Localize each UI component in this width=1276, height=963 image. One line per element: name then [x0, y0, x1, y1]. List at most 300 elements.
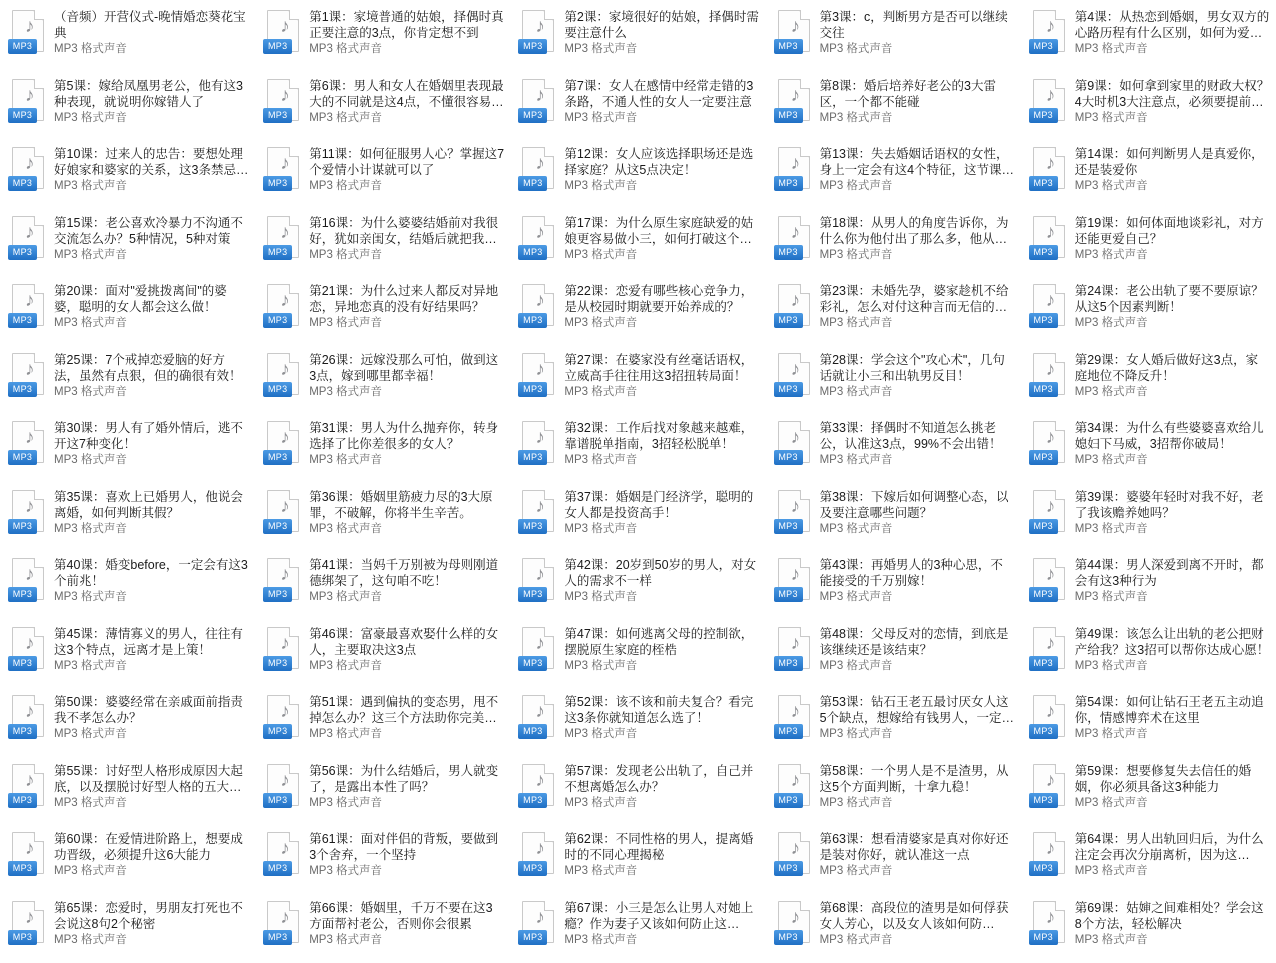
mp3-audio-file-icon	[1029, 353, 1069, 401]
mp3-format-badge: MP3	[774, 587, 803, 602]
page-fold-corner	[543, 217, 553, 227]
file-item[interactable]	[255, 347, 510, 416]
file-item[interactable]	[510, 415, 765, 484]
file-item[interactable]	[1021, 758, 1276, 827]
mp3-audio-file-icon	[263, 695, 303, 743]
file-type-label: MP3 格式声音	[54, 453, 249, 468]
mp3-audio-file-icon	[263, 79, 303, 127]
file-item[interactable]	[1021, 415, 1276, 484]
file-text-block	[309, 282, 504, 331]
file-type-label: MP3 格式声音	[1075, 659, 1270, 674]
mp3-format-badge: MP3	[8, 176, 37, 191]
music-note-icon: ♪	[791, 428, 801, 447]
file-item[interactable]	[0, 73, 255, 142]
page-fold-corner	[288, 422, 298, 432]
file-item[interactable]	[766, 826, 1021, 895]
file-text-block	[309, 145, 504, 194]
music-note-icon: ♪	[280, 223, 290, 242]
file-item[interactable]	[1021, 4, 1276, 73]
music-note-icon: ♪	[1046, 497, 1056, 516]
mp3-audio-file-icon	[518, 79, 558, 127]
file-name: 第51课：遇到偏执的变态男，甩不掉怎么办？这三个方法助你完美…	[309, 694, 504, 726]
file-type-label: MP3 格式声音	[820, 248, 1015, 263]
page-fold-corner	[288, 217, 298, 227]
file-item[interactable]	[255, 895, 510, 963]
file-name: 第48课：父母反对的恋情，到底是该继续还是该结束？	[820, 626, 1015, 658]
mp3-audio-file-icon	[263, 10, 303, 58]
page-fold-corner	[799, 696, 809, 706]
page-fold-corner	[288, 765, 298, 775]
mp3-audio-file-icon	[518, 216, 558, 264]
file-name: 第25课：7个戒掉恋爱脑的好方法，虽然有点狠，但的确很有效！	[54, 352, 249, 384]
mp3-format-badge: MP3	[8, 724, 37, 739]
file-text-block	[1075, 830, 1270, 879]
file-name: 第11课：如何征服男人心？掌握这7个爱情小计谋就可以了	[309, 146, 504, 178]
page-fold-corner	[288, 696, 298, 706]
mp3-format-badge: MP3	[774, 108, 803, 123]
file-item[interactable]	[510, 621, 765, 690]
file-type-label: MP3 格式声音	[820, 590, 1015, 605]
file-item[interactable]	[1021, 895, 1276, 963]
file-name: 第18课：从男人的角度告诉你，为什么你为他付出了那么多，他从…	[820, 215, 1015, 247]
page-fold-corner	[1054, 285, 1064, 295]
music-note-icon: ♪	[280, 17, 290, 36]
file-item[interactable]	[766, 621, 1021, 690]
page-fold-corner	[543, 902, 553, 912]
mp3-audio-file-icon	[518, 558, 558, 606]
mp3-format-badge: MP3	[263, 313, 292, 328]
file-item[interactable]	[0, 826, 255, 895]
music-note-icon: ♪	[25, 497, 35, 516]
mp3-format-badge: MP3	[518, 587, 547, 602]
file-type-label: MP3 格式声音	[54, 933, 249, 948]
file-name: 第64课：男人出轨回归后，为什么注定会再次分崩离析，因为这…	[1075, 831, 1270, 863]
mp3-format-badge: MP3	[263, 39, 292, 54]
file-type-label: MP3 格式声音	[1075, 316, 1270, 331]
mp3-audio-file-icon	[263, 764, 303, 812]
page-fold-corner	[288, 354, 298, 364]
page-fold-corner	[288, 902, 298, 912]
file-text-block	[820, 77, 1015, 126]
mp3-format-badge: MP3	[1029, 108, 1058, 123]
music-note-icon: ♪	[280, 771, 290, 790]
music-note-icon: ♪	[1046, 908, 1056, 927]
file-type-label: MP3 格式声音	[1075, 453, 1270, 468]
mp3-audio-file-icon	[1029, 558, 1069, 606]
file-type-label: MP3 格式声音	[564, 179, 759, 194]
file-type-label: MP3 格式声音	[309, 522, 504, 537]
file-text-block	[54, 419, 249, 468]
music-note-icon: ♪	[25, 291, 35, 310]
mp3-format-badge: MP3	[263, 245, 292, 260]
file-item[interactable]	[766, 347, 1021, 416]
page-fold-corner	[799, 422, 809, 432]
music-note-icon: ♪	[535, 291, 545, 310]
file-item[interactable]	[255, 141, 510, 210]
page-fold-corner	[33, 217, 43, 227]
file-name: 第43课：再婚男人的3种心思，不能接受的千万别嫁！	[820, 557, 1015, 589]
file-type-label: MP3 格式声音	[1075, 179, 1270, 194]
page-fold-corner	[33, 422, 43, 432]
mp3-audio-file-icon	[518, 764, 558, 812]
mp3-format-badge: MP3	[774, 519, 803, 534]
file-item[interactable]	[0, 895, 255, 963]
file-text-block	[1075, 762, 1270, 811]
file-type-label: MP3 格式声音	[54, 179, 249, 194]
file-item[interactable]	[1021, 689, 1276, 758]
mp3-audio-file-icon	[1029, 421, 1069, 469]
file-name: 第13课：失去婚姻话语权的女性，身上一定会有这4个特征，这节课…	[820, 146, 1015, 178]
file-item[interactable]	[0, 210, 255, 279]
music-note-icon: ♪	[1046, 839, 1056, 858]
file-type-label: MP3 格式声音	[1075, 248, 1270, 263]
file-item[interactable]	[255, 552, 510, 621]
mp3-format-badge: MP3	[263, 587, 292, 602]
file-item[interactable]	[0, 4, 255, 73]
file-name: 第50课：婆婆经常在亲戚面前指责我不孝怎么办？	[54, 694, 249, 726]
page-fold-corner	[799, 11, 809, 21]
page-fold-corner	[543, 559, 553, 569]
file-text-block	[564, 351, 759, 400]
file-text-block	[564, 145, 759, 194]
mp3-audio-file-icon	[774, 421, 814, 469]
page-fold-corner	[799, 491, 809, 501]
mp3-format-badge: MP3	[263, 176, 292, 191]
file-text-block	[564, 762, 759, 811]
file-item[interactable]	[255, 826, 510, 895]
page-fold-corner	[288, 628, 298, 638]
file-name: 第32课：工作后找对象越来越难，靠谱脱单指南，3招轻松脱单！	[564, 420, 759, 452]
file-item[interactable]	[255, 484, 510, 553]
file-item[interactable]	[0, 347, 255, 416]
file-name: 第1课：家境普通的姑娘，择偶时真正要注意的3点，你肯定想不到	[309, 9, 504, 41]
file-name: 第6课：男人和女人在婚姻里表现最大的不同就是这4点，不懂很容易…	[309, 78, 504, 110]
file-type-label: MP3 格式声音	[1075, 864, 1270, 879]
file-item[interactable]	[766, 895, 1021, 963]
music-note-icon: ♪	[280, 702, 290, 721]
file-type-label: MP3 格式声音	[309, 111, 504, 126]
file-type-label: MP3 格式声音	[564, 42, 759, 57]
mp3-format-badge: MP3	[774, 176, 803, 191]
file-item[interactable]	[766, 758, 1021, 827]
file-item[interactable]	[766, 484, 1021, 553]
file-name: 第41课：当妈千万别被为母则刚道德绑架了，这句咱不吃！	[309, 557, 504, 589]
file-type-label: MP3 格式声音	[1075, 42, 1270, 57]
file-type-label: MP3 格式声音	[54, 111, 249, 126]
file-item[interactable]	[510, 347, 765, 416]
file-text-block	[309, 899, 504, 948]
page-fold-corner	[543, 833, 553, 843]
page-fold-corner	[1054, 902, 1064, 912]
music-note-icon: ♪	[535, 428, 545, 447]
music-note-icon: ♪	[791, 702, 801, 721]
music-note-icon: ♪	[25, 771, 35, 790]
file-name: 第17课：为什么原生家庭缺爱的姑娘更容易做小三，如何打破这个…	[564, 215, 759, 247]
music-note-icon: ♪	[280, 565, 290, 584]
file-name: 第4课：从热恋到婚姻，男女双方的心路历程有什么区别，如何为爱…	[1075, 9, 1270, 41]
file-item[interactable]	[0, 552, 255, 621]
file-item[interactable]	[510, 895, 765, 963]
mp3-format-badge: MP3	[8, 930, 37, 945]
page-fold-corner	[799, 628, 809, 638]
mp3-format-badge: MP3	[774, 656, 803, 671]
file-item[interactable]	[1021, 347, 1276, 416]
file-type-label: MP3 格式声音	[564, 933, 759, 948]
file-text-block	[309, 419, 504, 468]
mp3-audio-file-icon	[518, 490, 558, 538]
file-item[interactable]	[766, 73, 1021, 142]
file-text-block	[54, 556, 249, 605]
mp3-audio-file-icon	[518, 901, 558, 949]
file-item[interactable]	[510, 689, 765, 758]
mp3-audio-file-icon	[263, 832, 303, 880]
mp3-format-badge: MP3	[1029, 382, 1058, 397]
file-item[interactable]	[0, 141, 255, 210]
file-text-block	[820, 556, 1015, 605]
music-note-icon: ♪	[280, 497, 290, 516]
file-type-label: MP3 格式声音	[309, 453, 504, 468]
file-type-label: MP3 格式声音	[564, 522, 759, 537]
page-fold-corner	[543, 80, 553, 90]
file-text-block	[820, 899, 1015, 948]
mp3-audio-file-icon	[774, 353, 814, 401]
mp3-audio-file-icon	[8, 147, 48, 195]
mp3-format-badge: MP3	[1029, 176, 1058, 191]
mp3-audio-file-icon	[518, 147, 558, 195]
music-note-icon: ♪	[280, 291, 290, 310]
mp3-format-badge: MP3	[8, 587, 37, 602]
file-type-label: MP3 格式声音	[820, 316, 1015, 331]
file-item[interactable]	[766, 210, 1021, 279]
file-type-label: MP3 格式声音	[820, 385, 1015, 400]
mp3-format-badge: MP3	[263, 382, 292, 397]
music-note-icon: ♪	[25, 565, 35, 584]
page-fold-corner	[288, 559, 298, 569]
mp3-audio-file-icon	[8, 558, 48, 606]
music-note-icon: ♪	[25, 154, 35, 173]
file-text-block	[54, 351, 249, 400]
file-name: 第27课：在婆家没有丝毫话语权，立威高手往往用这3招扭转局面！	[564, 352, 759, 384]
file-item[interactable]	[510, 210, 765, 279]
mp3-audio-file-icon	[518, 627, 558, 675]
page-fold-corner	[33, 11, 43, 21]
music-note-icon: ♪	[25, 908, 35, 927]
music-note-icon: ♪	[280, 428, 290, 447]
music-note-icon: ♪	[791, 839, 801, 858]
file-item[interactable]	[766, 4, 1021, 73]
file-text-block	[564, 282, 759, 331]
file-item[interactable]	[510, 73, 765, 142]
file-item[interactable]	[0, 484, 255, 553]
file-item[interactable]	[510, 826, 765, 895]
file-text-block	[1075, 282, 1270, 331]
file-item[interactable]	[766, 141, 1021, 210]
music-note-icon: ♪	[791, 17, 801, 36]
file-name: 第9课：如何拿到家里的财政大权？4大时机3大注意点，必须要提前…	[1075, 78, 1270, 110]
music-note-icon: ♪	[535, 154, 545, 173]
file-text-block	[564, 214, 759, 263]
page-fold-corner	[288, 285, 298, 295]
mp3-format-badge: MP3	[263, 656, 292, 671]
file-item[interactable]	[255, 4, 510, 73]
file-type-label: MP3 格式声音	[564, 864, 759, 879]
file-item[interactable]	[255, 415, 510, 484]
music-note-icon: ♪	[535, 17, 545, 36]
file-text-block	[564, 8, 759, 57]
page-fold-corner	[543, 422, 553, 432]
file-name: 第15课：老公喜欢冷暴力不沟通不交流怎么办？5种情况，5种对策	[54, 215, 249, 247]
file-text-block	[564, 693, 759, 742]
music-note-icon: ♪	[280, 154, 290, 173]
file-item[interactable]	[766, 689, 1021, 758]
file-text-block	[820, 762, 1015, 811]
file-item[interactable]	[0, 621, 255, 690]
file-name: 第30课：男人有了婚外情后，逃不开这7种变化！	[54, 420, 249, 452]
music-note-icon: ♪	[791, 565, 801, 584]
file-type-label: MP3 格式声音	[820, 453, 1015, 468]
page-fold-corner	[799, 833, 809, 843]
file-text-block	[1075, 693, 1270, 742]
mp3-format-badge: MP3	[774, 313, 803, 328]
mp3-format-badge: MP3	[1029, 587, 1058, 602]
mp3-audio-file-icon	[1029, 627, 1069, 675]
music-note-icon: ♪	[25, 360, 35, 379]
mp3-format-badge: MP3	[8, 382, 37, 397]
file-text-block	[54, 282, 249, 331]
file-name: 第45课：薄情寡义的男人，往往有这3个特点，远离才是上策！	[54, 626, 249, 658]
file-type-label: MP3 格式声音	[820, 933, 1015, 948]
file-name: 第8课：婚后培养好老公的3大雷区，一个都不能碰	[820, 78, 1015, 110]
file-item[interactable]	[255, 278, 510, 347]
file-text-block	[54, 830, 249, 879]
file-item[interactable]	[510, 484, 765, 553]
page-fold-corner	[33, 491, 43, 501]
music-note-icon: ♪	[535, 565, 545, 584]
music-note-icon: ♪	[535, 634, 545, 653]
file-item[interactable]	[510, 4, 765, 73]
file-text-block	[1075, 625, 1270, 674]
mp3-audio-file-icon	[8, 284, 48, 332]
page-fold-corner	[799, 148, 809, 158]
file-item[interactable]	[0, 278, 255, 347]
file-item[interactable]	[1021, 552, 1276, 621]
file-item[interactable]	[1021, 826, 1276, 895]
file-item[interactable]	[510, 141, 765, 210]
file-name: 第40课：婚变before，一定会有这3个前兆！	[54, 557, 249, 589]
file-item[interactable]	[255, 689, 510, 758]
file-text-block	[54, 214, 249, 263]
mp3-format-badge: MP3	[518, 108, 547, 123]
file-item[interactable]	[1021, 621, 1276, 690]
page-fold-corner	[1054, 11, 1064, 21]
music-note-icon: ♪	[791, 154, 801, 173]
mp3-format-badge: MP3	[263, 861, 292, 876]
page-fold-corner	[288, 11, 298, 21]
file-name: 第46课：富豪最喜欢娶什么样的女人，主要取决这3点	[309, 626, 504, 658]
file-text-block	[54, 145, 249, 194]
mp3-format-badge: MP3	[774, 39, 803, 54]
mp3-format-badge: MP3	[518, 382, 547, 397]
file-text-block	[820, 830, 1015, 879]
mp3-format-badge: MP3	[1029, 313, 1058, 328]
file-item[interactable]	[255, 73, 510, 142]
mp3-format-badge: MP3	[8, 245, 37, 260]
file-item[interactable]	[1021, 484, 1276, 553]
mp3-audio-file-icon	[518, 284, 558, 332]
music-note-icon: ♪	[791, 771, 801, 790]
file-item[interactable]	[766, 552, 1021, 621]
file-item[interactable]	[510, 552, 765, 621]
file-type-label: MP3 格式声音	[309, 248, 504, 263]
file-type-label: MP3 格式声音	[54, 590, 249, 605]
page-fold-corner	[543, 765, 553, 775]
file-type-label: MP3 格式声音	[820, 727, 1015, 742]
file-name: 第31课：男人为什么抛弃你，转身选择了比你差很多的女人？	[309, 420, 504, 452]
page-fold-corner	[33, 833, 43, 843]
mp3-audio-file-icon	[8, 901, 48, 949]
file-item[interactable]	[255, 621, 510, 690]
file-item[interactable]	[1021, 141, 1276, 210]
file-item[interactable]	[1021, 278, 1276, 347]
file-item[interactable]	[0, 758, 255, 827]
mp3-audio-file-icon	[1029, 490, 1069, 538]
page-fold-corner	[799, 285, 809, 295]
file-name: 第12课：女人应该选择职场还是选择家庭？从这5点决定！	[564, 146, 759, 178]
file-type-label: MP3 格式声音	[54, 248, 249, 263]
page-fold-corner	[288, 148, 298, 158]
file-name: 第14课：如何判断男人是真爱你，还是装爱你	[1075, 146, 1270, 178]
music-note-icon: ♪	[25, 86, 35, 105]
file-item[interactable]	[0, 415, 255, 484]
file-text-block	[309, 556, 504, 605]
file-item[interactable]	[255, 210, 510, 279]
file-item[interactable]	[1021, 73, 1276, 142]
file-item[interactable]	[766, 278, 1021, 347]
file-name: 第10课：过来人的忠告：要想处理好娘家和婆家的关系，这3条禁忌…	[54, 146, 249, 178]
mp3-format-badge: MP3	[8, 450, 37, 465]
music-note-icon: ♪	[280, 634, 290, 653]
file-text-block	[309, 77, 504, 126]
file-text-block	[564, 77, 759, 126]
file-item[interactable]	[766, 415, 1021, 484]
file-item[interactable]	[510, 758, 765, 827]
page-fold-corner	[543, 148, 553, 158]
file-text-block	[1075, 419, 1270, 468]
file-item[interactable]	[510, 278, 765, 347]
file-text-block	[54, 77, 249, 126]
mp3-audio-file-icon	[8, 490, 48, 538]
mp3-audio-file-icon	[518, 353, 558, 401]
music-note-icon: ♪	[1046, 771, 1056, 790]
file-type-label: MP3 格式声音	[54, 864, 249, 879]
file-type-label: MP3 格式声音	[1075, 727, 1270, 742]
mp3-audio-file-icon	[8, 832, 48, 880]
mp3-format-badge: MP3	[263, 930, 292, 945]
mp3-format-badge: MP3	[518, 39, 547, 54]
file-type-label: MP3 格式声音	[564, 111, 759, 126]
file-name: 第62课：不同性格的男人，提离婚时的不同心理揭秘	[564, 831, 759, 863]
file-type-label: MP3 格式声音	[564, 385, 759, 400]
file-item[interactable]	[255, 758, 510, 827]
file-text-block	[54, 8, 249, 57]
file-item[interactable]	[1021, 210, 1276, 279]
mp3-format-badge: MP3	[1029, 450, 1058, 465]
mp3-audio-file-icon	[774, 764, 814, 812]
file-item[interactable]	[0, 689, 255, 758]
page-fold-corner	[543, 696, 553, 706]
page-fold-corner	[1054, 217, 1064, 227]
file-text-block	[820, 693, 1015, 742]
